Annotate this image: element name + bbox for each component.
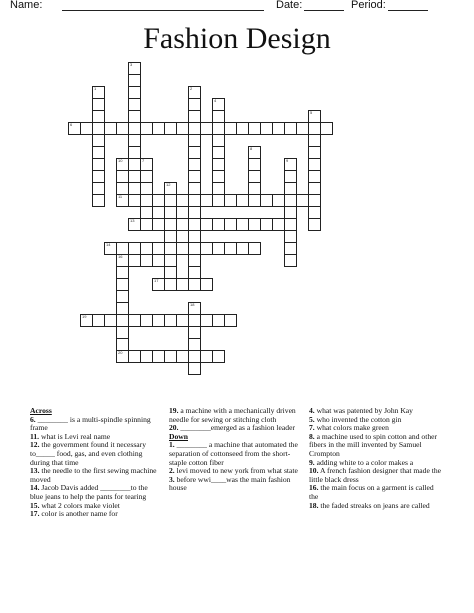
clue-number: 14 xyxy=(106,242,111,247)
crossword-cell[interactable] xyxy=(176,350,189,363)
clue-item-text: before wwi____was the main fashion house xyxy=(169,474,291,493)
clue-item-number: 4. xyxy=(309,406,315,415)
down-clue-list-continued xyxy=(309,407,443,510)
clue-number: 5 xyxy=(310,110,313,115)
down-heading: Down xyxy=(169,431,188,441)
period-label: Period: xyxy=(351,0,386,11)
clue-item-text: what colors make green xyxy=(314,423,389,433)
clue-number: 13 xyxy=(130,218,135,223)
crossword-cell[interactable] xyxy=(164,182,177,195)
clue-item-number: 17. xyxy=(30,509,40,519)
crossword-cell[interactable] xyxy=(320,122,333,135)
clue-item xyxy=(309,467,443,484)
across-heading: Across xyxy=(30,406,52,415)
crossword-cell[interactable] xyxy=(212,350,225,363)
crossword-cell[interactable] xyxy=(272,194,285,207)
clue-item xyxy=(30,484,162,501)
clue-item-number: 19. xyxy=(169,406,179,415)
clues-column-2 xyxy=(169,407,303,493)
clue-number: 12 xyxy=(166,182,171,187)
clue-item-text: a machine with a mechanically driven needle for sewing or stitching cloth xyxy=(169,406,296,424)
clue-number: 6 xyxy=(70,122,73,127)
clue-number: 16 xyxy=(118,254,123,259)
crossword-cell[interactable] xyxy=(296,194,309,207)
clue-number: 10 xyxy=(118,158,123,163)
clue-item-text: what is Levi real name xyxy=(39,431,111,441)
clue-item xyxy=(30,467,162,484)
clue-item-number: 16. xyxy=(309,483,319,493)
clue-item xyxy=(169,424,303,433)
clue-item-text: color is another name for xyxy=(39,509,118,519)
crossword-cell[interactable] xyxy=(296,122,309,135)
clue-item-text: who invented the cotton gin xyxy=(314,414,402,424)
clue-number: 8 xyxy=(250,146,253,151)
crossword-cell[interactable] xyxy=(272,218,285,231)
crossword-cell[interactable] xyxy=(176,194,189,207)
clues-column-1 xyxy=(30,407,162,519)
crossword-cell[interactable] xyxy=(104,314,117,327)
crossword-cell[interactable] xyxy=(188,362,201,375)
clue-item-text: the faded streaks on jeans are called xyxy=(318,500,430,510)
clue-item-number: 12. xyxy=(30,440,40,450)
crossword-cell[interactable] xyxy=(152,218,165,231)
clue-item-number: 1. xyxy=(169,440,175,450)
crossword-cell[interactable] xyxy=(176,218,189,231)
clue-item-number: 7. xyxy=(309,423,315,433)
clue-item-number: 2. xyxy=(169,466,175,476)
crossword-cell[interactable] xyxy=(200,122,213,135)
clue-item-text: ________emerged as a fashion leader xyxy=(178,423,295,433)
clue-item-number: 15. xyxy=(30,500,40,510)
clue-item-text: Jacob Davis added ________to the blue jeans to help the pants for tearing xyxy=(30,483,148,501)
crossword-cell[interactable] xyxy=(224,314,237,327)
crossword-cell[interactable] xyxy=(152,254,165,267)
crossword-cell[interactable] xyxy=(284,254,297,267)
crossword-cell[interactable] xyxy=(176,242,189,255)
clue-item-text: ________ is a multi-spindle spinning frame xyxy=(30,414,151,433)
clue-item-number: 13. xyxy=(30,466,40,476)
crossword-cell[interactable] xyxy=(200,278,213,291)
clue-number: 1 xyxy=(94,86,97,91)
clue-item-number: 20. xyxy=(169,423,179,433)
clue-number: 19 xyxy=(82,314,87,319)
crossword-cell[interactable] xyxy=(92,194,105,207)
clue-item xyxy=(169,476,303,493)
clue-number: 17 xyxy=(154,278,159,283)
crossword-cell[interactable] xyxy=(236,194,249,207)
clue-item xyxy=(169,441,303,467)
down-clue-list xyxy=(169,441,303,493)
across-clue-list-continued xyxy=(169,407,303,433)
crossword-cell[interactable] xyxy=(248,242,261,255)
clue-item xyxy=(30,441,162,467)
crossword-cell[interactable] xyxy=(176,314,189,327)
name-label: Name: xyxy=(10,0,43,11)
clue-item-number: 6. xyxy=(30,414,36,424)
clue-item xyxy=(30,416,162,433)
clue-number: 7 xyxy=(142,158,145,163)
clue-item xyxy=(30,510,162,519)
clue-item-text: A french fashion designer that made the little black dress xyxy=(309,466,442,484)
clue-item-number: 3. xyxy=(169,474,175,484)
crossword-cell[interactable] xyxy=(116,194,129,207)
clues-column-3 xyxy=(309,407,443,510)
crossword-cell[interactable] xyxy=(176,122,189,135)
clue-number: 2 xyxy=(190,86,193,91)
clue-item-text: levi moved to new york from what state xyxy=(174,466,298,476)
clue-item-number: 8. xyxy=(309,431,315,441)
clue-item-text: what was patented by John Kay xyxy=(314,406,413,415)
clue-item xyxy=(309,433,443,459)
clue-number: 4 xyxy=(214,98,217,103)
clue-item-number: 10. xyxy=(309,466,319,476)
crossword-cell[interactable] xyxy=(116,122,129,135)
clue-item-text: the government found it necessary to_____ food, gas, and even clothing during that time xyxy=(30,440,146,467)
clue-item xyxy=(309,484,443,501)
across-clue-list xyxy=(30,416,162,519)
crossword-cell[interactable] xyxy=(80,122,93,135)
clue-number: 20 xyxy=(118,350,123,355)
clue-number: 11 xyxy=(118,194,123,199)
clue-item-text: what 2 colors make violet xyxy=(39,500,120,510)
clue-item-number: 9. xyxy=(309,457,315,467)
clue-number: 9 xyxy=(286,158,289,163)
clue-item-text: ________ a machine that automated the separation of cottonseed from the short-staple cotton fiber xyxy=(169,440,298,467)
clue-number: 18 xyxy=(190,302,195,307)
clue-item-text: the needle to the first sewing machine moved xyxy=(30,466,157,484)
page-title: Fashion Design xyxy=(143,22,331,55)
clue-item-number: 14. xyxy=(30,483,40,493)
clue-item-number: 11. xyxy=(30,431,40,441)
clue-item xyxy=(169,407,303,424)
clue-item xyxy=(309,502,443,511)
crossword-cell[interactable] xyxy=(308,218,321,231)
date-label: Date: xyxy=(276,0,303,11)
clue-item-text: a machine used to spin cotton and other fibers in the mill invented by Samuel Crompton xyxy=(309,431,438,458)
clue-item-number: 18. xyxy=(309,500,319,510)
clue-number: 3 xyxy=(130,62,133,67)
clue-item-number: 5. xyxy=(309,414,315,424)
clue-item-text: adding white to a color makes a xyxy=(314,457,414,467)
clue-item-text: the main focus on a garment is called the xyxy=(309,483,434,501)
